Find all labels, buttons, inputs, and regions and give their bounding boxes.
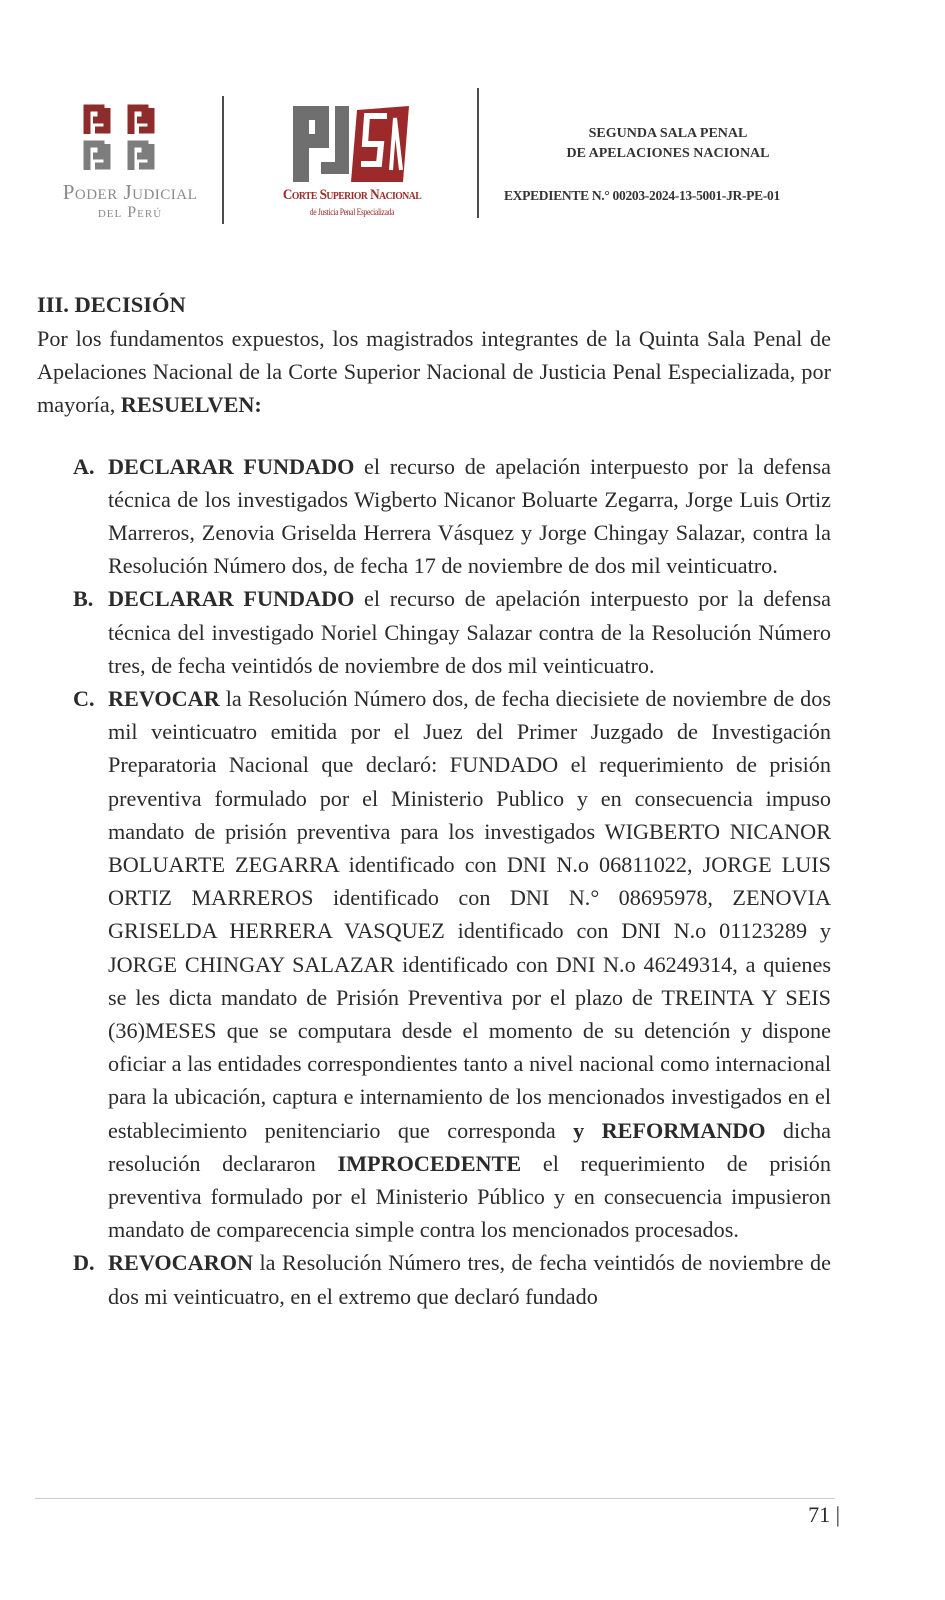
header-divider — [477, 88, 479, 218]
resolution-item-c — [37, 682, 831, 1246]
poder-judicial-emblem-icon — [83, 104, 171, 174]
poder-judicial-name: Poder Judicial — [62, 180, 198, 204]
header-divider — [222, 96, 224, 224]
item-action-reformando: y REFORMANDO — [573, 1117, 766, 1143]
intro-resuelven: RESUELVEN: — [120, 392, 262, 418]
item-action: REVOCARON — [108, 1250, 254, 1276]
document-body — [37, 288, 831, 1313]
resolution-item-d — [37, 1246, 831, 1312]
csn-emblem-icon — [291, 104, 411, 184]
item-action-improcedente: IMPROCEDENTE — [337, 1150, 522, 1176]
item-action: DECLARAR FUNDADO — [108, 453, 355, 479]
item-text: la Resolución Número dos, de fecha diecisiete de noviembre de dos mil veinticuatro emitida por el Juez del Primer Juzgado de Investigación Preparatoria Nacional que declaró: FUNDADO el requerimiento de prisión preventiva formulado por el Ministerio Publico y en consecuencia impuso mandato de prisión preventiva para los investigados WIGBERTO NICANOR BOLUARTE ZEGARRA identificado con DNI N.o 06811022, JORGE LUIS ORTIZ MARREROS identificado con DNI N.° 08695978, ZENOVIA GRISELDA HERRERA VASQUEZ identificado con DNI N.o 01123289 y JORGE CHINGAY SALAZAR identificado con DNI N.o 46249314, a quienes se les dicta mandato de Prisión Preventiva por el plazo de TREINTA Y SEIS (36)MESES que se computara desde el momento de su detención y dispone oficiar a las entidades correspondientes tanto a nivel nacional como internacional para la ubicación, captura e internamiento de los mencionados investigados en el establecimiento penitenciario que corresponda — [108, 686, 831, 1143]
item-text-3: el requerimiento de prisión preventiva formulado por el Ministerio Público y en consecuencia impusieron mandato de comparecencia simple contra los mencionados procesados. — [108, 1150, 831, 1243]
section-title: III. DECISIÓN — [37, 292, 186, 317]
item-action: DECLARAR FUNDADO — [108, 586, 355, 612]
csn-name: Corte Superior Nacional — [282, 187, 422, 203]
resolution-item-a — [37, 450, 831, 583]
item-text: la Resolución Número tres, de fecha veintidós de noviembre de dos mi veinticuatro, en el extremo que declaró fundado — [108, 1250, 831, 1309]
resolution-item-b — [37, 582, 831, 682]
resolution-list — [37, 450, 831, 1313]
sala-name — [490, 124, 846, 164]
sala-line-1: SEGUNDA SALA PENAL — [588, 126, 748, 141]
item-letter: B. — [73, 586, 94, 612]
item-text-2: dicha resolución declararon — [108, 1117, 831, 1176]
csn-logo — [262, 104, 442, 224]
item-letter: D. — [73, 1250, 95, 1276]
footer-divider — [35, 1498, 835, 1499]
document-header — [0, 0, 945, 250]
csn-subtitle: de Justicia Penal Especializada — [309, 207, 395, 217]
intro-text: Por los fundamentos expuestos, los magistrados integrantes de la Quinta Sala Penal de Apelaciones Nacional de la Corte Superior Nacional de Justicia Penal Especializada, por mayoría, — [37, 326, 831, 418]
item-letter: C. — [73, 686, 95, 712]
item-letter: A. — [73, 453, 95, 479]
expediente-number: EXPEDIENTE N.° 00203-2024-13-5001-JR-PE-01 — [504, 188, 780, 203]
item-action: REVOCAR — [108, 686, 220, 712]
intro-paragraph — [37, 322, 831, 422]
item-text: el recurso de apelación interpuesto por la defensa técnica de los investigados Wigberto Nicanor Boluarte Zegarra, Jorge Luis Ortiz Marreros, Zenovia Griselda Herrera Vásquez y Jorge Chingay Salazar, contra la Resolución Número dos, de fecha 17 de noviembre de dos mil veinticuatro. — [108, 453, 831, 579]
sala-line-2: DE APELACIONES NACIONAL — [566, 146, 770, 161]
poder-judicial-logo — [40, 100, 220, 230]
page-number: 71 | — [808, 1502, 840, 1527]
item-text: el recurso de apelación interpuesto por la defensa técnica del investigado Noriel Chingay Salazar contra de la Resolución Número tres, de fecha veintidós de noviembre de dos mil veinticuatro. — [108, 586, 831, 678]
poder-judicial-subtitle: del Perú — [97, 204, 163, 221]
